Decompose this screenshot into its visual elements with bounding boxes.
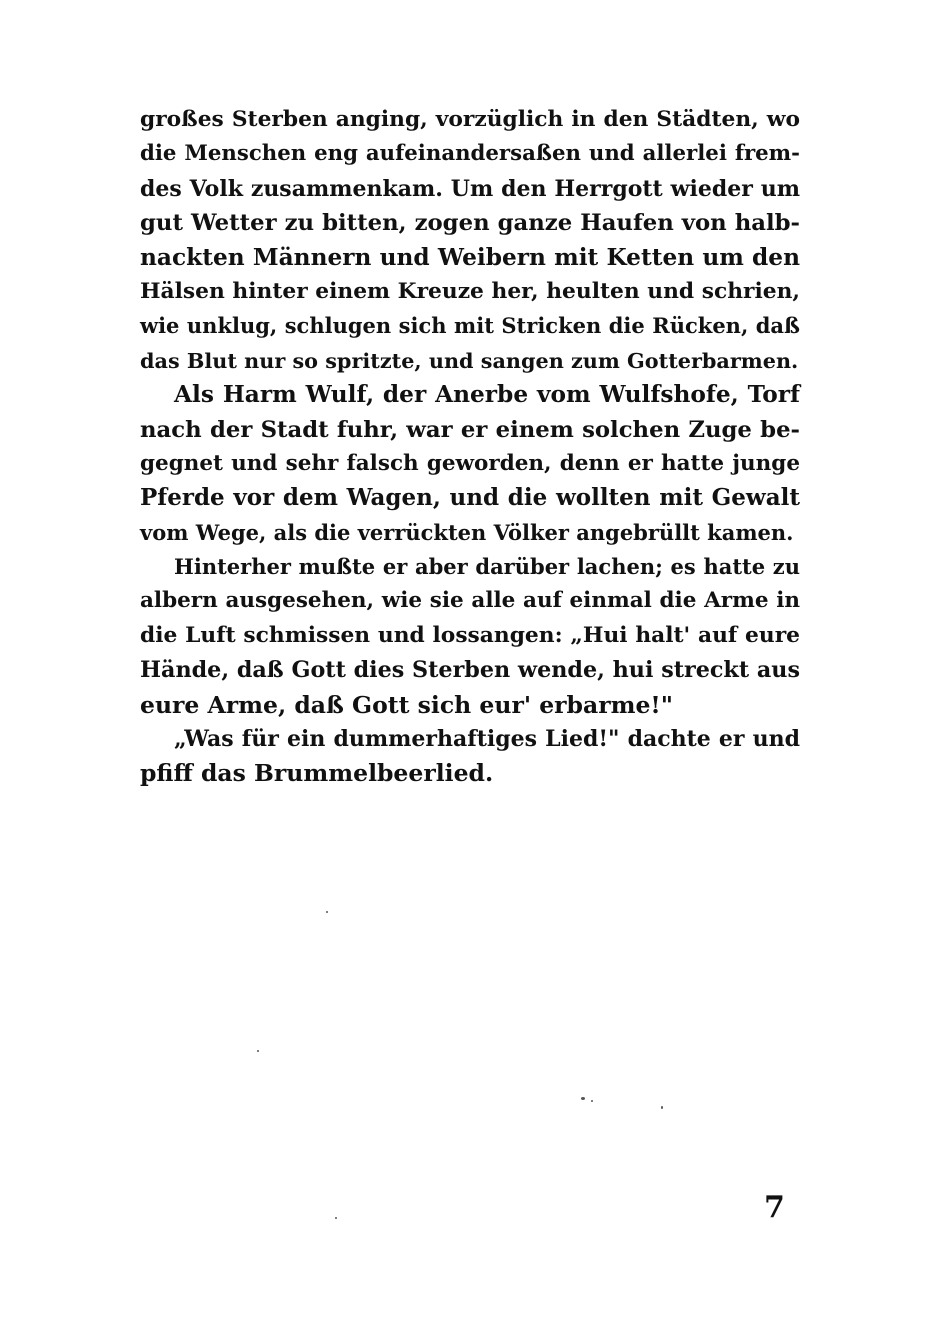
text-line: die Luft schmissen und lossangen: „Hui halt' auf eure (140, 622, 800, 648)
text-line: gut Wetter zu bitten, zogen ganze Haufen von halb- (140, 210, 800, 237)
paragraph-1 (140, 103, 800, 378)
scan-speck (257, 1050, 259, 1052)
text-line: nackten Männern und Weibern mit Ketten um den (140, 243, 800, 271)
text-line: Als Harm Wulf, der Anerbe vom Wulfshofe, Torf (174, 381, 800, 409)
text-line: Pferde vor dem Wagen, und die wollten mit Gewalt (140, 484, 800, 512)
text-line: gegnet und sehr falsch geworden, denn er hatte junge (140, 450, 800, 476)
body-text (140, 103, 800, 791)
page-number: 7 (764, 1190, 785, 1225)
scan-speck (661, 1106, 663, 1109)
scan-speck (581, 1097, 585, 1100)
text-line: großes Sterben anging, vorzüglich in den Städten, wo (140, 107, 800, 132)
text-line: Hälsen hinter einem Kreuze her, heulten und schrien, (140, 278, 800, 304)
scan-speck (335, 1217, 337, 1219)
paragraph-2 (140, 378, 800, 550)
text-line: eure Arme, daß Gott sich eur' erbarme!" (140, 690, 673, 719)
text-line: Hände, daß Gott dies Sterben wende, hui streckt aus (140, 657, 800, 684)
text-line: albern ausgesehen, wie sie alle auf einmal die Arme in (140, 588, 800, 614)
paragraph-4 (140, 722, 800, 791)
scan-speck (326, 911, 328, 913)
text-line: nach der Stadt fuhr, war er einem solchen Zuge be- (140, 416, 800, 443)
text-line: pfiff das Brummelbeerlied. (140, 759, 494, 788)
text-line: des Volk zusammenkam. Um den Herrgott wieder um (140, 175, 800, 202)
paragraph-3 (140, 550, 800, 722)
text-line: Hinterher mußte er aber darüber lachen; es hatte zu (174, 554, 800, 580)
text-line: „Was für ein dummerhaftiges Lied!" dachte er und (174, 726, 800, 753)
text-line: das Blut nur so spritzte, und sangen zum Gotterbarmen. (140, 348, 799, 373)
scan-speck (591, 1100, 593, 1102)
text-line: wie unklug, schlugen sich mit Stricken die Rücken, daß (140, 313, 800, 339)
text-line: vom Wege, als die verrückten Völker angebrüllt kamen. (140, 519, 794, 545)
text-line: die Menschen eng aufeinandersaßen und allerlei frem- (140, 141, 800, 167)
